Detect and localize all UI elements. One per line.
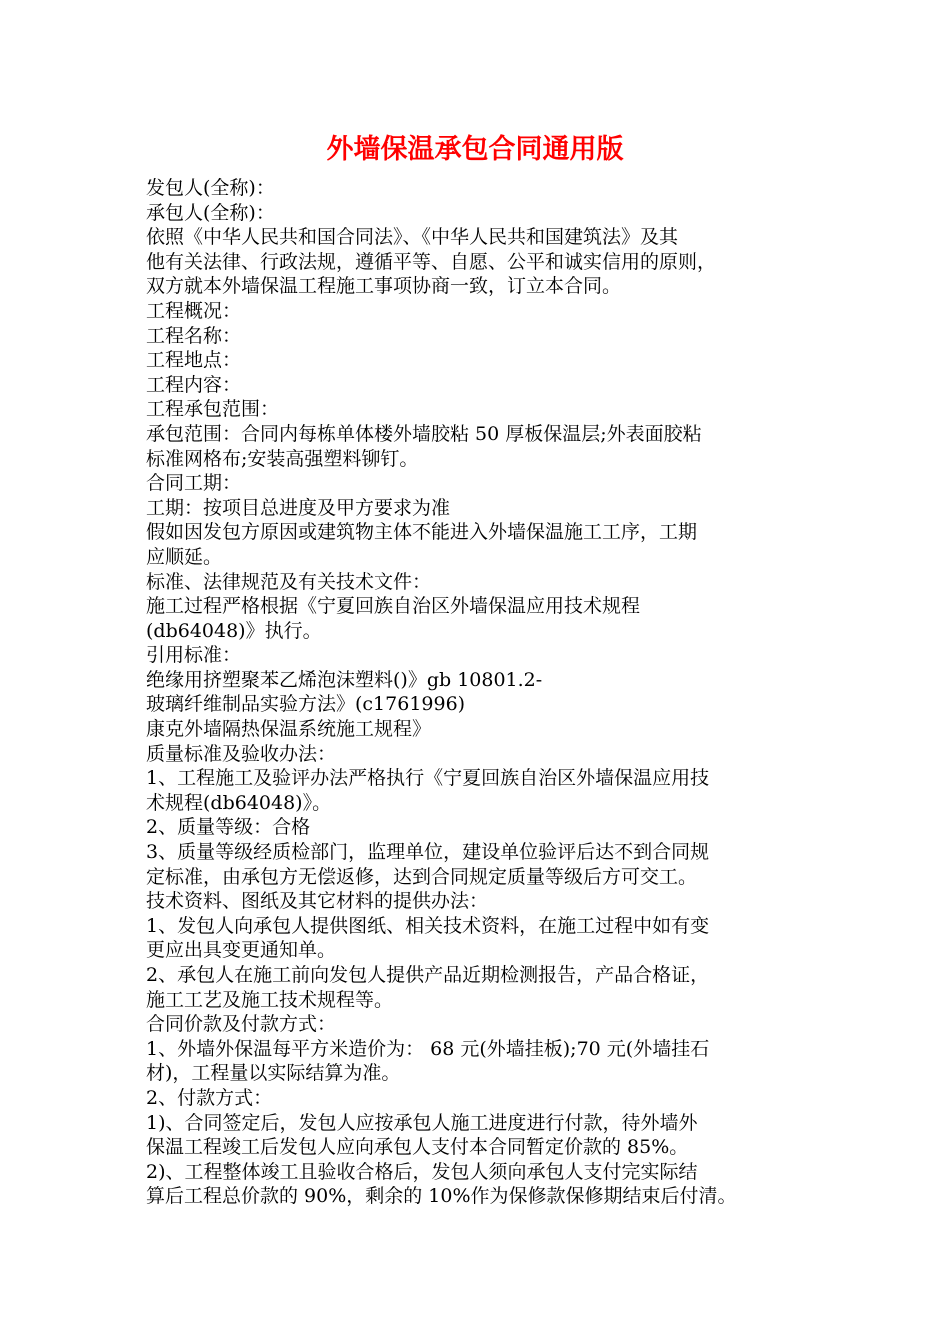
text-line: 3、质量等级经质检部门，监理单位，建设单位验评后达不到合同规 xyxy=(146,841,710,864)
text-line: 承包范围：合同内每栋单体楼外墙胶粘 50 厚板保温层;外表面胶粘 xyxy=(146,422,702,445)
text-line: 发包人(全称)： xyxy=(146,177,275,199)
text-line: 质量标准及验收办法： xyxy=(146,742,337,765)
text-line: 2)、工程整体竣工且验收合格后，发包人须向承包人支付完实际结 xyxy=(146,1160,698,1183)
text-line: 工程地点： xyxy=(146,349,242,372)
text-line: 2、付款方式： xyxy=(146,1086,273,1109)
text-line: 1、发包人向承包人提供图纸、相关技术资料，在施工过程中如有变 xyxy=(146,914,710,937)
text-line: 工程内容： xyxy=(146,373,242,396)
text-line: 术规程(db64048)》。 xyxy=(146,791,332,814)
text-line: 2、质量等级：合格 xyxy=(146,816,311,839)
text-line: 应顺延。 xyxy=(146,545,223,568)
text-line: 工期：按项目总进度及甲方要求为准 xyxy=(146,496,451,519)
text-line: 绝缘用挤塑聚苯乙烯泡沫塑料()》gb 10801.2- xyxy=(146,668,543,691)
document-body xyxy=(146,176,811,1209)
text-line: 更应出具变更通知单。 xyxy=(146,939,337,962)
text-line: 标准网格布;安装高强塑料铆钉。 xyxy=(146,447,419,470)
text-line: 康克外墙隔热保温系统施工规程》 xyxy=(146,718,432,741)
text-line: 定标准，由承包方无偿返修，达到合同规定质量等级后方可交工。 xyxy=(146,865,698,888)
text-line: 引用标准： xyxy=(146,644,242,667)
text-line: 合同工期： xyxy=(146,472,242,495)
text-line: 假如因发包方原因或建筑物主体不能进入外墙保温施工工序，工期 xyxy=(146,521,698,544)
document-title: 外墙保温承包合同通用版 xyxy=(326,134,624,165)
text-line: 保温工程竣工后发包人应向承包人支付本合同暂定价款的 85%。 xyxy=(146,1136,689,1159)
text-line: 工程概况： xyxy=(146,299,242,322)
text-line: 工程名称： xyxy=(146,324,242,347)
text-line: 1)、合同签定后，发包人应按承包人施工进度进行付款，待外墙外 xyxy=(146,1111,698,1134)
text-line: 他有关法律、行政法规，遵循平等、自愿、公平和诚实信用的原则， xyxy=(146,250,717,273)
text-line: 1、外墙外保温每平方米造价为： 68 元(外墙挂板);70 元(外墙挂石 xyxy=(146,1037,710,1060)
text-line: 2、承包人在施工前向发包人提供产品近期检测报告，产品合格证， xyxy=(146,964,710,986)
text-line: 双方就本外墙保温工程施工事项协商一致，订立本合同。 xyxy=(146,275,622,298)
text-line: 标准、法律规范及有关技术文件： xyxy=(146,570,432,593)
text-line: 算后工程总价款的 90%，剩余的 10%作为保修款保修期结束后付清。 xyxy=(146,1185,737,1208)
text-line: 材)，工程量以实际结算为准。 xyxy=(146,1062,401,1085)
text-line: 承包人(全称)： xyxy=(146,201,275,224)
text-line: 依照《中华人民共和国合同法》、《中华人民共和国建筑法》及其 xyxy=(146,226,679,249)
text-line: 玻璃纤维制品实验方法》(c1761996) xyxy=(146,693,466,716)
text-line: 1、工程施工及验评办法严格执行《宁夏回族自治区外墙保温应用技 xyxy=(146,767,710,790)
text-line: 技术资料、图纸及其它材料的提供办法： xyxy=(146,890,489,913)
text-line: (db64048)》执行。 xyxy=(146,619,322,642)
text-line: 施工工艺及施工技术规程等。 xyxy=(146,988,394,1011)
text-line: 施工过程严格根据《宁夏回族自治区外墙保温应用技术规程 xyxy=(146,595,641,618)
text-line: 工程承包范围： xyxy=(146,398,280,421)
text-line: 合同价款及付款方式： xyxy=(146,1013,337,1036)
